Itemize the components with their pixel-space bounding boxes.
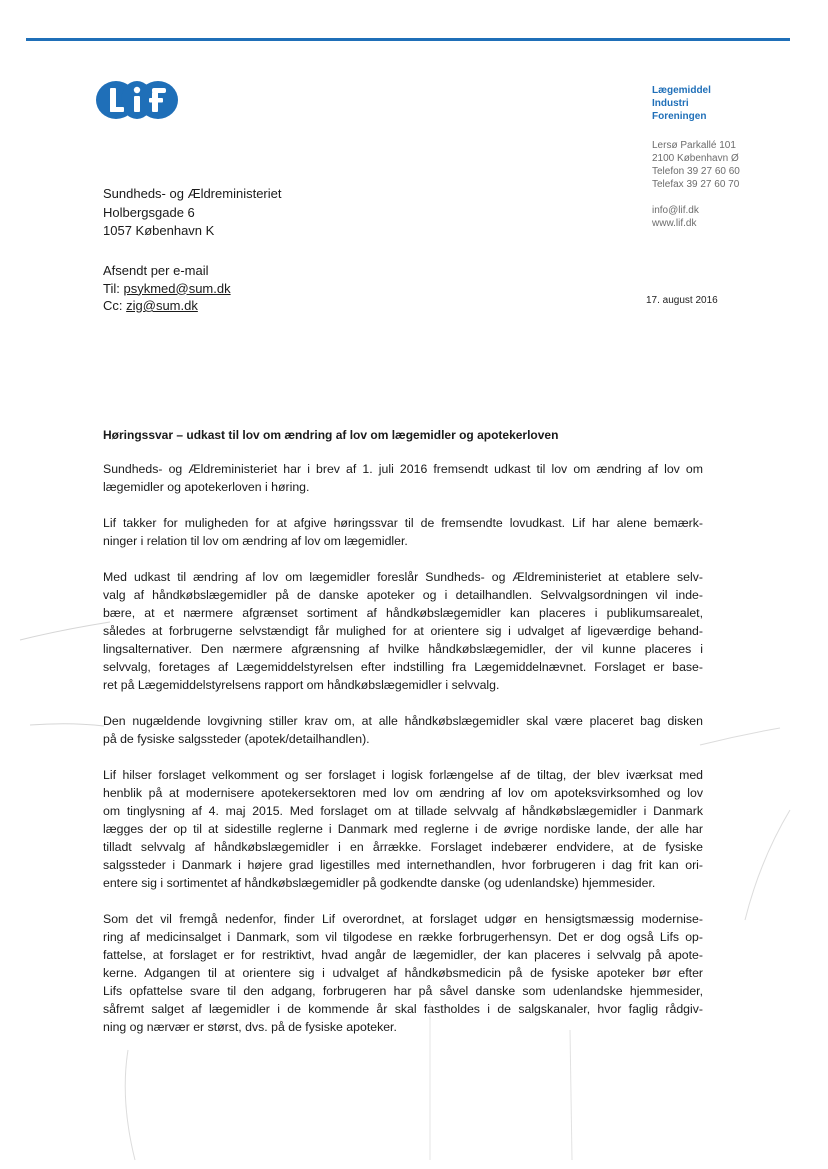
paragraph bbox=[103, 460, 703, 496]
org-name bbox=[652, 84, 711, 123]
paragraph bbox=[103, 766, 703, 892]
org-name-line: Foreningen bbox=[652, 111, 707, 122]
to-line bbox=[103, 280, 231, 298]
paragraph bbox=[103, 514, 703, 550]
cc-line bbox=[103, 297, 231, 315]
recipient-city: 1057 København K bbox=[103, 223, 215, 238]
paragraph bbox=[103, 712, 703, 748]
body-line: selvvalg, foretages af Lægemiddelstyrelsen efter indstilling fra Lægemiddelnævnet. Forslaget er base- bbox=[103, 660, 703, 674]
address-line: 2100 København Ø bbox=[652, 153, 739, 164]
body-line: henblik på at modernisere apotekersektoren med lov om ændring af lov om apoteksvirksomhed og lov bbox=[103, 786, 703, 800]
body-line: entere sig i sortimentet af håndkøbslægemidler på godkendte danske (og udenlandske) hjemmesider. bbox=[103, 876, 656, 890]
recipient-street: Holbergsgade 6 bbox=[103, 204, 195, 220]
body-line: Sundheds- og Ældreministeriet har i brev af 1. juli 2016 fremsendt udkast til lov om ændring af lov om bbox=[103, 462, 703, 476]
org-address bbox=[652, 139, 740, 191]
org-name-line: Industri bbox=[652, 98, 689, 109]
body-line: Den nugældende lovgivning stiller krav om, at alle håndkøbslægemidler skal være placeret bag disken bbox=[103, 714, 703, 728]
body-line: Lif hilser forslaget velkomment og ser forslaget i logisk forlængelse af de tiltag, der blev iværksat med bbox=[103, 768, 703, 782]
letter-date: 17. august 2016 bbox=[646, 295, 718, 306]
body-line: Lif takker for muligheden for at afgive høringssvar til de fremsendte lovudkast. Lif har alene bemærk- bbox=[103, 516, 703, 530]
body-line: om tinglysning af 4. maj 2015. Med forslaget om at tillade selvvalg af håndkøbslægemidler i Danmark bbox=[103, 804, 703, 818]
body-line: valg af håndkøbslægemidler på de danske apoteker og i detailhandlen. Selvvalgsordningen vil inde- bbox=[103, 588, 703, 602]
body-line: salgssteder i Danmark i højere grad ligestilles med internethandlen, hvor forbrugeren i dag frit kan ori- bbox=[103, 858, 703, 872]
sent-block bbox=[103, 262, 231, 315]
org-name-line: Lægemiddel bbox=[652, 85, 711, 96]
body-line: kerne. Adgangen til at orientere sig i udvalget af håndkøbsmedicin på de fysiske apoteker bør efter bbox=[103, 966, 703, 980]
org-contact bbox=[652, 204, 699, 230]
cc-label: Cc: bbox=[103, 298, 123, 313]
body-line: ret på Lægemiddelstyrelsens rapport om håndkøbslægemidler i selvvalg. bbox=[103, 678, 500, 692]
body-line: lægges der op til at sidestille reglerne i Danmark med reglerne i de øvrige nordiske lande, der alle har bbox=[103, 822, 703, 836]
org-email: info@lif.dk bbox=[652, 205, 699, 216]
letter-body bbox=[103, 460, 703, 1054]
address-line: Telefon 39 27 60 60 bbox=[652, 166, 740, 177]
lif-logo bbox=[96, 80, 178, 120]
body-line: lingsalternativer. Den nærmere afgrænsning af hvilke håndkøbslægemidler, der vil kunne placeres i bbox=[103, 642, 703, 656]
body-line: ninger i relation til lov om ændring af lov om lægemidler. bbox=[103, 534, 408, 548]
body-line: på de fysiske salgssteder (apotek/detailhandlen). bbox=[103, 732, 370, 746]
body-line: Med udkast til ændring af lov om lægemidler foreslår Sundheds- og Ældreministeriet at etablere selv- bbox=[103, 570, 703, 584]
to-label: Til: bbox=[103, 280, 120, 296]
body-line: ring af medicinsalget i Danmark, som vil tilgodese en række forbrugerhensyn. Det er dog også Lifs op- bbox=[103, 930, 703, 944]
org-website: www.lif.dk bbox=[652, 218, 697, 229]
body-line: bære, at et nærmere afgrænset sortiment af håndkøbslægemidler kan placeres i publikumsarealet, bbox=[103, 606, 703, 620]
letter-subject: Høringssvar – udkast til lov om ændring af lov om lægemidler og apotekerloven bbox=[103, 428, 559, 442]
top-rule bbox=[26, 38, 790, 41]
body-line: såfremt salget af lægemidler i de kommende år skal fastholdes i de salgskanaler, hvor faglig rådgiv- bbox=[103, 1002, 703, 1016]
body-line: Lifs opfattelse svare til den adgang, forbrugeren har på såvel danske som udenlandske hjemmesider, bbox=[103, 984, 703, 998]
body-line: Som det vil fremgå nedenfor, finder Lif overordnet, at forslaget udgør en hensigtsmæssig modernise- bbox=[103, 912, 703, 926]
recipient-name: Sundheds- og Ældreministeriet bbox=[103, 186, 282, 201]
address-line: Telefax 39 27 60 70 bbox=[652, 179, 740, 190]
cc-email-link[interactable]: zig@sum.dk bbox=[126, 298, 198, 313]
address-line: Lersø Parkallé 101 bbox=[652, 140, 736, 151]
paragraph bbox=[103, 568, 703, 694]
paragraph bbox=[103, 910, 703, 1036]
to-email-link[interactable]: psykmed@sum.dk bbox=[123, 280, 231, 296]
body-line: tilladt selvvalg af håndkøbslægemidler i en årrække. Forslaget indebærer endvidere, at de fysiske bbox=[103, 840, 703, 854]
body-line: således at forbrugerne selvstændigt får mulighed for at orientere sig i udvalget af ligeværdige behand- bbox=[103, 624, 703, 638]
body-line: lægemidler og apotekerloven i høring. bbox=[103, 480, 310, 494]
recipient-block bbox=[103, 185, 281, 241]
body-line: fattelse, at forslaget er for restriktivt, hvad angår de lægemidler, der kan placeres i selvvalg på apote- bbox=[103, 948, 703, 962]
sent-method: Afsendt per e-mail bbox=[103, 263, 209, 278]
body-line: ning og nærvær er størst, dvs. på de fysiske apoteker. bbox=[103, 1020, 397, 1034]
